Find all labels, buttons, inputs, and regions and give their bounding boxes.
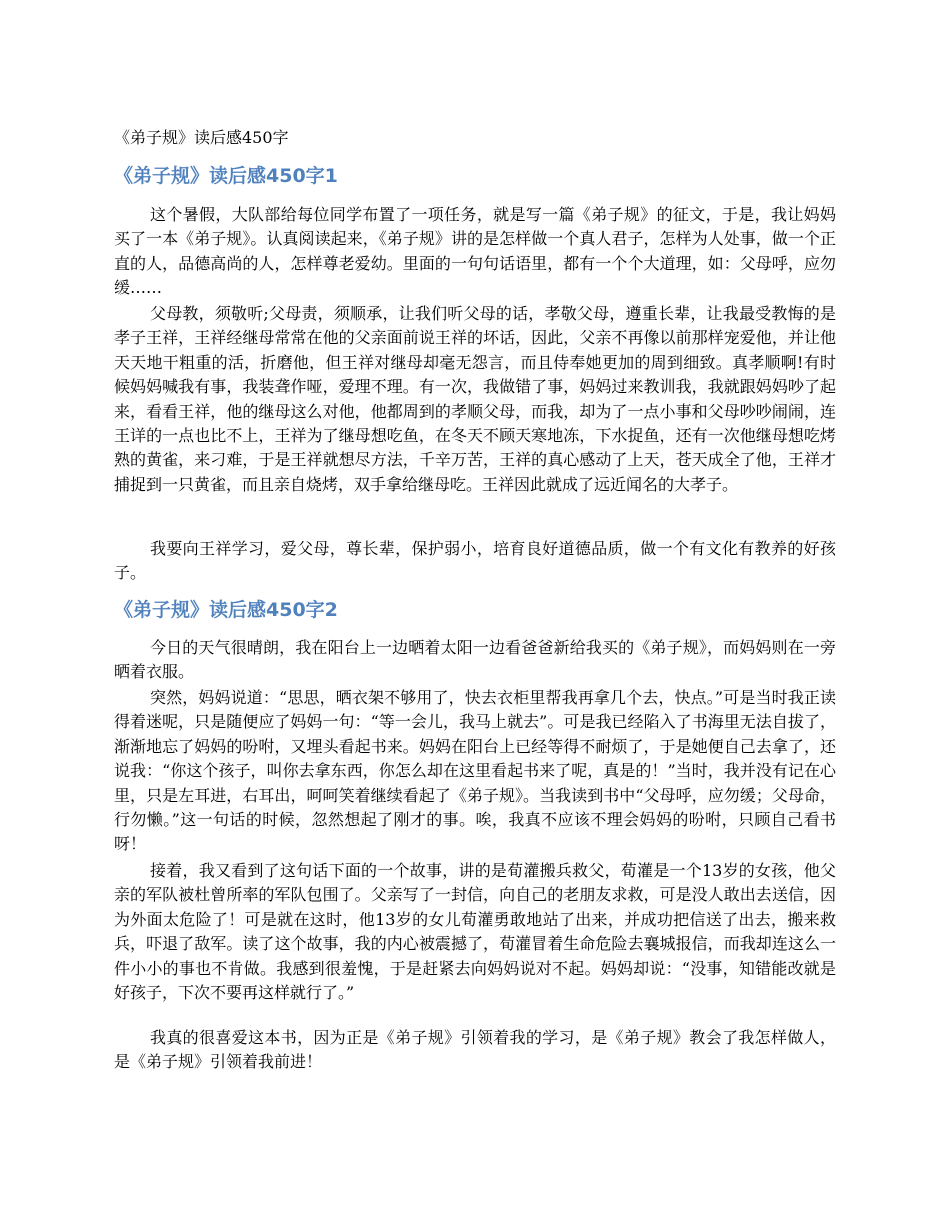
section-2-paragraph-3: 接着，我又看到了这句话下面的一个故事，讲的是荀灌搬兵救父，荀灌是一个13岁的女孩，他父亲的军队被杜曾所率的军队包围了。父亲写了一封信，向自己的老朋友求救，可是没人敢出去送信，因为外面太危险了！可是就在这时，他13岁的女儿荀灌勇敢地站了出来，并成功把信送了出去，搬来救兵，吓退了敌军。读了这个故事，我的内心被震撼了，荀灌冒着生命危险去襄城报信，而我却连这么一件小小的事也不肯做。我感到很羞愧，于是赶紧去向妈妈说对不起。妈妈却说：“没事，知错能改就是好孩子，下次不要再这样就行了。”	[114, 861, 836, 1003]
section-2-paragraph-4: 我真的很喜爱这本书，因为正是《弟子规》引领着我的学习，是《弟子规》教会了我怎样做人，是《弟子规》引领着我前进！	[114, 1028, 836, 1072]
section-heading-1: 《弟子规》读后感450字1	[114, 165, 338, 187]
section-heading-2: 《弟子规》读后感450字2	[114, 599, 338, 621]
section-2-paragraph-2: 突然，妈妈说道：“思思，晒衣架不够用了，快去衣柜里帮我再拿几个去，快点。”可是当时我正读得着迷呢，只是随便应了妈妈一句：“等一会儿，我马上就去”。可是我已经陷入了书海里无法自拔了，渐渐地忘了妈妈的吩咐，又埋头看起书来。妈妈在阳台上已经等得不耐烦了，于是她便自己去拿了，还说我：“你这个孩子，叫你去拿东西，你怎么却在这里看起书来了呢，真是的！”当时，我并没有记在心里，只是左耳进，右耳出，呵呵笑着继续看起了《弟子规》。当我读到书中“父母呼，应勿缓；父母命，行勿懒。”这一句话的时候，忽然想起了刚才的事。唉，我真不应该不理会妈妈的吩咐，只顾自己看书呀！	[114, 688, 836, 854]
section-1-paragraph-1: 这个暑假，大队部给每位同学布置了一项任务，就是写一篇《弟子规》的征文，于是，我让妈妈买了一本《弟子规》。认真阅读起来，《弟子规》讲的是怎样做一个真人君子，怎样为人处事，做一个正直的人，品德高尚的人，怎样尊老爱幼。里面的一句句话语里，都有一个个大道理，如：父母呼，应勿缓……	[114, 205, 836, 298]
section-1-paragraph-3: 我要向王祥学习，爱父母，尊长辈，保护弱小，培育良好道德品质，做一个有文化有教养的好孩子。	[114, 539, 836, 583]
section-1-paragraph-2: 父母教，须敬听;父母责，须顺承，让我们听父母的话，孝敬父母，遵重长辈，让我最受教悔的是孝子王祥，王祥经继母常常在他的父亲面前说王祥的坏话，因此，父亲不再像以前那样宠爱他，并让他天天地干粗重的活，折磨他，但王祥对继母却毫无怨言，而且侍奉她更加的周到细致。真孝顺啊!有时候妈妈喊我有事，我装聋作哑，爱理不理。有一次，我做错了事，妈妈过来教训我，我就跟妈妈吵了起来，看看王祥，他的继母这么对他，他都周到的孝顺父母，而我，却为了一点小事和父母吵吵闹闹，连王详的一点也比不上，王祥为了继母想吃鱼，在冬天不顾天寒地冻，下水捉鱼，还有一次他继母想吃烤熟的黄雀，来刁难，于是王祥就想尽方法，千辛万苦，王祥的真心感动了上天，苍天成全了他，王祥才捕捉到一只黄雀，而且亲自烧烤，双手拿给继母吃。王祥因此就成了远近闻名的大孝子。	[114, 304, 836, 494]
document-title: 《弟子规》读后感450字	[114, 128, 289, 147]
section-2-paragraph-1: 今日的天气很晴朗，我在阳台上一边晒着太阳一边看爸爸新给我买的《弟子规》，而妈妈则在一旁晒着衣服。	[114, 638, 836, 682]
